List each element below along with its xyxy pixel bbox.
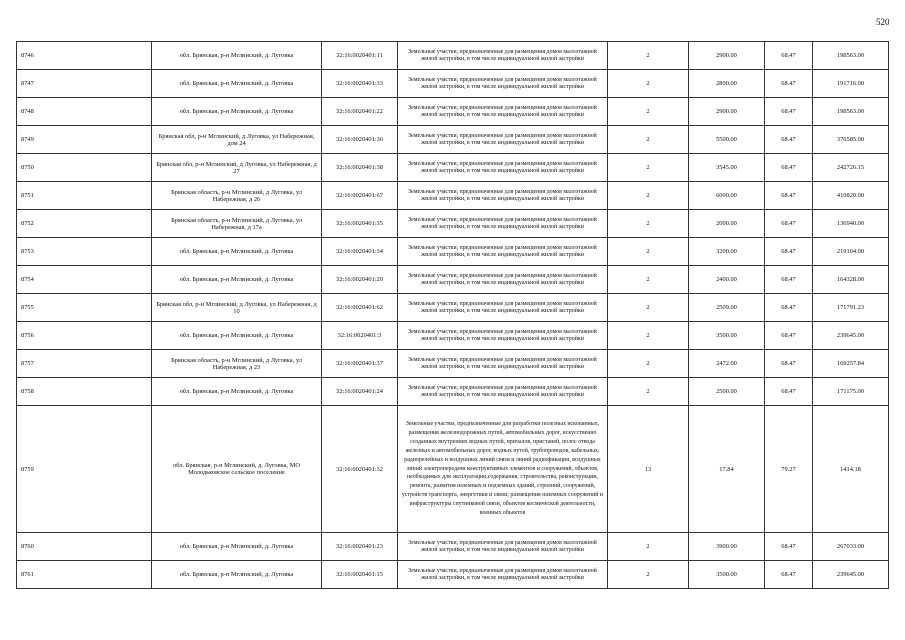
land-use-cell: Земельные участки, предназначенные для размещения домов малоэтажной жилой застройки, в том числе индивидуальной жилой застройки (398, 378, 608, 406)
table-row (17, 533, 889, 561)
address-cell: Брянская обл, р-н Мглинский, д Луговка, ул Набережная, д 10 (152, 294, 322, 322)
use-group-cell: 2 (608, 98, 689, 126)
address-cell: обл. Брянская, р-н Мглинский, д. Луговка (152, 561, 322, 589)
specific-value-cell: 68.47 (765, 126, 813, 154)
table-row (17, 322, 889, 350)
cadastral-value-cell: 191716.00 (813, 70, 889, 98)
address-cell: обл. Брянская, р-н Мглинский, д. Луговка (152, 378, 322, 406)
specific-value-cell: 68.47 (765, 294, 813, 322)
cadastral-number-cell: 32:16:0020401:33 (322, 70, 398, 98)
use-group-cell: 2 (608, 294, 689, 322)
cadastral-value-cell: 376585.00 (813, 126, 889, 154)
specific-value-cell: 68.47 (765, 70, 813, 98)
land-use-cell: Земельные участки, предназначенные для размещения домов малоэтажной жилой застройки, в том числе индивидуальной жилой застройки (398, 126, 608, 154)
table-row (17, 561, 889, 589)
use-group-cell: 2 (608, 533, 689, 561)
area-cell: 3200.00 (689, 238, 765, 266)
use-group-cell: 2 (608, 238, 689, 266)
row-number-cell: 8752 (17, 210, 152, 238)
area-cell: 2000.00 (689, 210, 765, 238)
cadastral-number-cell: 32:16:0020401:37 (322, 350, 398, 378)
area-cell: 2500.00 (689, 378, 765, 406)
cadastral-value-cell: 171175.00 (813, 378, 889, 406)
cadastral-number-cell: 32:16:0020401:22 (322, 98, 398, 126)
row-number-cell: 8760 (17, 533, 152, 561)
cadastral-value-cell: 219104.00 (813, 238, 889, 266)
table-row (17, 182, 889, 210)
specific-value-cell: 68.47 (765, 561, 813, 589)
cadastral-value-cell: 267033.00 (813, 533, 889, 561)
table-row (17, 210, 889, 238)
use-group-cell: 2 (608, 350, 689, 378)
use-group-cell: 2 (608, 210, 689, 238)
row-number-cell: 8750 (17, 154, 152, 182)
row-number-cell: 8747 (17, 70, 152, 98)
land-use-cell: Земельные участки, предназначенные для размещения домов малоэтажной жилой застройки, в том числе индивидуальной жилой застройки (398, 350, 608, 378)
use-group-cell: 2 (608, 561, 689, 589)
table-row (17, 154, 889, 182)
specific-value-cell: 68.47 (765, 266, 813, 294)
table-row (17, 294, 889, 322)
area-cell: 3900.00 (689, 533, 765, 561)
land-use-cell: Земельные участки, предназначенные для размещения домов малоэтажной жилой застройки, в том числе индивидуальной жилой застройки (398, 98, 608, 126)
cadastral-value-cell: 198563.00 (813, 42, 889, 70)
use-group-cell: 13 (608, 406, 689, 533)
use-group-cell: 2 (608, 322, 689, 350)
area-cell: 3545.00 (689, 154, 765, 182)
row-number-cell: 8757 (17, 350, 152, 378)
table-row (17, 42, 889, 70)
row-number-cell: 8748 (17, 98, 152, 126)
cadastral-number-cell: 32:16:0020401:23 (322, 533, 398, 561)
row-number-cell: 8756 (17, 322, 152, 350)
land-use-cell: Земельные участки, предназначенные для размещения домов малоэтажной жилой застройки, в том числе индивидуальной жилой застройки (398, 294, 608, 322)
area-cell: 2900.00 (689, 42, 765, 70)
area-cell: 5500.00 (689, 126, 765, 154)
cadastral-value-cell: 164328.00 (813, 266, 889, 294)
cadastral-number-cell: 32:16:0020401:38 (322, 154, 398, 182)
use-group-cell: 2 (608, 182, 689, 210)
land-use-cell: Земельные участки, предназначенные для размещения домов малоэтажной жилой застройки, в том числе индивидуальной жилой застройки (398, 154, 608, 182)
specific-value-cell: 68.47 (765, 98, 813, 126)
table-row (17, 70, 889, 98)
row-number-cell: 8755 (17, 294, 152, 322)
cadastral-value-cell: 239645.00 (813, 322, 889, 350)
address-cell: обл. Брянская, р-н Мглинский, д. Луговка (152, 238, 322, 266)
cadastral-value-cell: 198563.00 (813, 98, 889, 126)
address-cell: Брянская обл, р-н Мглинский, д Луговка, ул Набережная, дом 24 (152, 126, 322, 154)
address-cell: обл. Брянская, р-н Мглинский, д. Луговка (152, 266, 322, 294)
use-group-cell: 2 (608, 126, 689, 154)
address-cell: обл. Брянская, р-н Мглинский, д. Луговка (152, 322, 322, 350)
specific-value-cell: 68.47 (765, 533, 813, 561)
table-row (17, 98, 889, 126)
cadastral-number-cell: 32:16:0020401:24 (322, 378, 398, 406)
land-use-cell: Земельные участки, предназначенные для размещения домов малоэтажной жилой застройки, в том числе индивидуальной жилой застройки (398, 210, 608, 238)
cadastral-value-cell: 169257.84 (813, 350, 889, 378)
cadastral-value-cell: 410820.00 (813, 182, 889, 210)
use-group-cell: 2 (608, 378, 689, 406)
use-group-cell: 2 (608, 42, 689, 70)
address-cell: Брянская обл, р-н Мглинский, д Луговка, ул Набережная, д 27 (152, 154, 322, 182)
land-use-cell: Земельные участки, предназначенные для размещения домов малоэтажной жилой застройки, в том числе индивидуальной жилой застройки (398, 70, 608, 98)
row-number-cell: 8746 (17, 42, 152, 70)
table-row (17, 266, 889, 294)
land-use-cell: Земельные участки, предназначенные для размещения домов малоэтажной жилой застройки, в том числе индивидуальной жилой застройки (398, 238, 608, 266)
use-group-cell: 2 (608, 70, 689, 98)
cadastral-number-cell: 32:16:0020401:67 (322, 182, 398, 210)
area-cell: 2400.00 (689, 266, 765, 294)
cadastral-number-cell: 32:16:0020401:62 (322, 294, 398, 322)
area-cell: 2800.00 (689, 70, 765, 98)
area-cell: 2472.00 (689, 350, 765, 378)
cadastral-number-cell: 32:16:0020401:34 (322, 238, 398, 266)
table-row (17, 350, 889, 378)
table-body (17, 42, 889, 589)
cadastral-number-cell: 32:16:0020401:32 (322, 406, 398, 533)
cadastral-number-cell: 32:16:0020401:36 (322, 126, 398, 154)
table-row (17, 126, 889, 154)
row-number-cell: 8758 (17, 378, 152, 406)
cadastral-number-cell: 32:16:0020401:15 (322, 561, 398, 589)
table-row (17, 378, 889, 406)
specific-value-cell: 68.47 (765, 42, 813, 70)
area-cell: 3500.00 (689, 561, 765, 589)
address-cell: Брянская область, р-н Мглинский, д Луговка, ул Набережная, д 17а (152, 210, 322, 238)
specific-value-cell: 68.47 (765, 210, 813, 238)
land-use-cell: Земельные участки, предназначенные для размещения домов малоэтажной жилой застройки, в том числе индивидуальной жилой застройки (398, 561, 608, 589)
row-number-cell: 8753 (17, 238, 152, 266)
cadastral-value-cell: 1414.18 (813, 406, 889, 533)
cadastral-number-cell: 32:16:0020401:35 (322, 210, 398, 238)
area-cell: 6000.00 (689, 182, 765, 210)
table-row (17, 238, 889, 266)
land-use-cell: Земельные участки, предназначенные для размещения домов малоэтажной жилой застройки, в том числе индивидуальной жилой застройки (398, 533, 608, 561)
row-number-cell: 8759 (17, 406, 152, 533)
land-use-cell: Земельные участки, предназначенные для размещения домов малоэтажной жилой застройки, в том числе индивидуальной жилой застройки (398, 322, 608, 350)
specific-value-cell: 68.47 (765, 378, 813, 406)
address-cell: обл. Брянская, р-н Мглинский, д. Луговка, МО Молодьковское сельское поселение (152, 406, 322, 533)
cadastral-number-cell: 32:16:0020401:11 (322, 42, 398, 70)
land-use-cell: Земельные участки, предназначенные для разработки полезных ископаемых, размещения железнодорожных путей, автомобильных дорог, искусственно созданных внутренних водных путей, причалов, пристаней, полос отвода железных и автомобильных дорог, водных путей, трубопроводов, кабельных, радиорелейных и воздушных линий связи и линий радиофикации, воздушных линий электропередачи конструктивных элементов и сооружений, объектов, необходимых для эксплуатации,содержания, строительства, реконструкции, ремонта, развития наземных и подземных зданий, строений, сооружений, устройств транспорта, энергетики и связи; размещения наземных сооружений и инфраструктуры спутниковой связи, объектов космической деятельности, военных объектов (398, 406, 608, 533)
area-cell: 2509.00 (689, 294, 765, 322)
row-number-cell: 8754 (17, 266, 152, 294)
address-cell: обл. Брянская, р-н Мглинский, д. Луговка (152, 42, 322, 70)
address-cell: обл. Брянская, р-н Мглинский, д. Луговка (152, 70, 322, 98)
specific-value-cell: 79.27 (765, 406, 813, 533)
use-group-cell: 2 (608, 266, 689, 294)
address-cell: обл. Брянская, р-н Мглинский, д. Луговка (152, 533, 322, 561)
area-cell: 3500.00 (689, 322, 765, 350)
area-cell: 2900.00 (689, 98, 765, 126)
specific-value-cell: 68.47 (765, 182, 813, 210)
specific-value-cell: 68.47 (765, 238, 813, 266)
cadastral-value-cell: 136940.00 (813, 210, 889, 238)
cadastral-value-cell: 239645.00 (813, 561, 889, 589)
row-number-cell: 8751 (17, 182, 152, 210)
cadastral-value-table (16, 41, 889, 589)
cadastral-value-cell: 171791.23 (813, 294, 889, 322)
table-row (17, 406, 889, 533)
address-cell: Брянская область, р-н Мглинский, д Луговка, ул Набережная, д 23 (152, 350, 322, 378)
address-cell: Брянская область, р-н Мглинский, д Луговка, ул Набережная, д 26 (152, 182, 322, 210)
page-number: 520 (876, 17, 890, 27)
cadastral-number-cell: 32:16:0020401:20 (322, 266, 398, 294)
land-use-cell: Земельные участки, предназначенные для размещения домов малоэтажной жилой застройки, в том числе индивидуальной жилой застройки (398, 42, 608, 70)
address-cell: обл. Брянская, р-н Мглинский, д. Луговка (152, 98, 322, 126)
row-number-cell: 8761 (17, 561, 152, 589)
area-cell: 17.84 (689, 406, 765, 533)
cadastral-value-cell: 242726.15 (813, 154, 889, 182)
specific-value-cell: 68.47 (765, 350, 813, 378)
specific-value-cell: 68.47 (765, 322, 813, 350)
cadastral-number-cell: 32:16:0020401:3 (322, 322, 398, 350)
land-use-cell: Земельные участки, предназначенные для размещения домов малоэтажной жилой застройки, в том числе индивидуальной жилой застройки (398, 182, 608, 210)
use-group-cell: 2 (608, 154, 689, 182)
row-number-cell: 8749 (17, 126, 152, 154)
specific-value-cell: 68.47 (765, 154, 813, 182)
land-use-cell: Земельные участки, предназначенные для размещения домов малоэтажной жилой застройки, в том числе индивидуальной жилой застройки (398, 266, 608, 294)
